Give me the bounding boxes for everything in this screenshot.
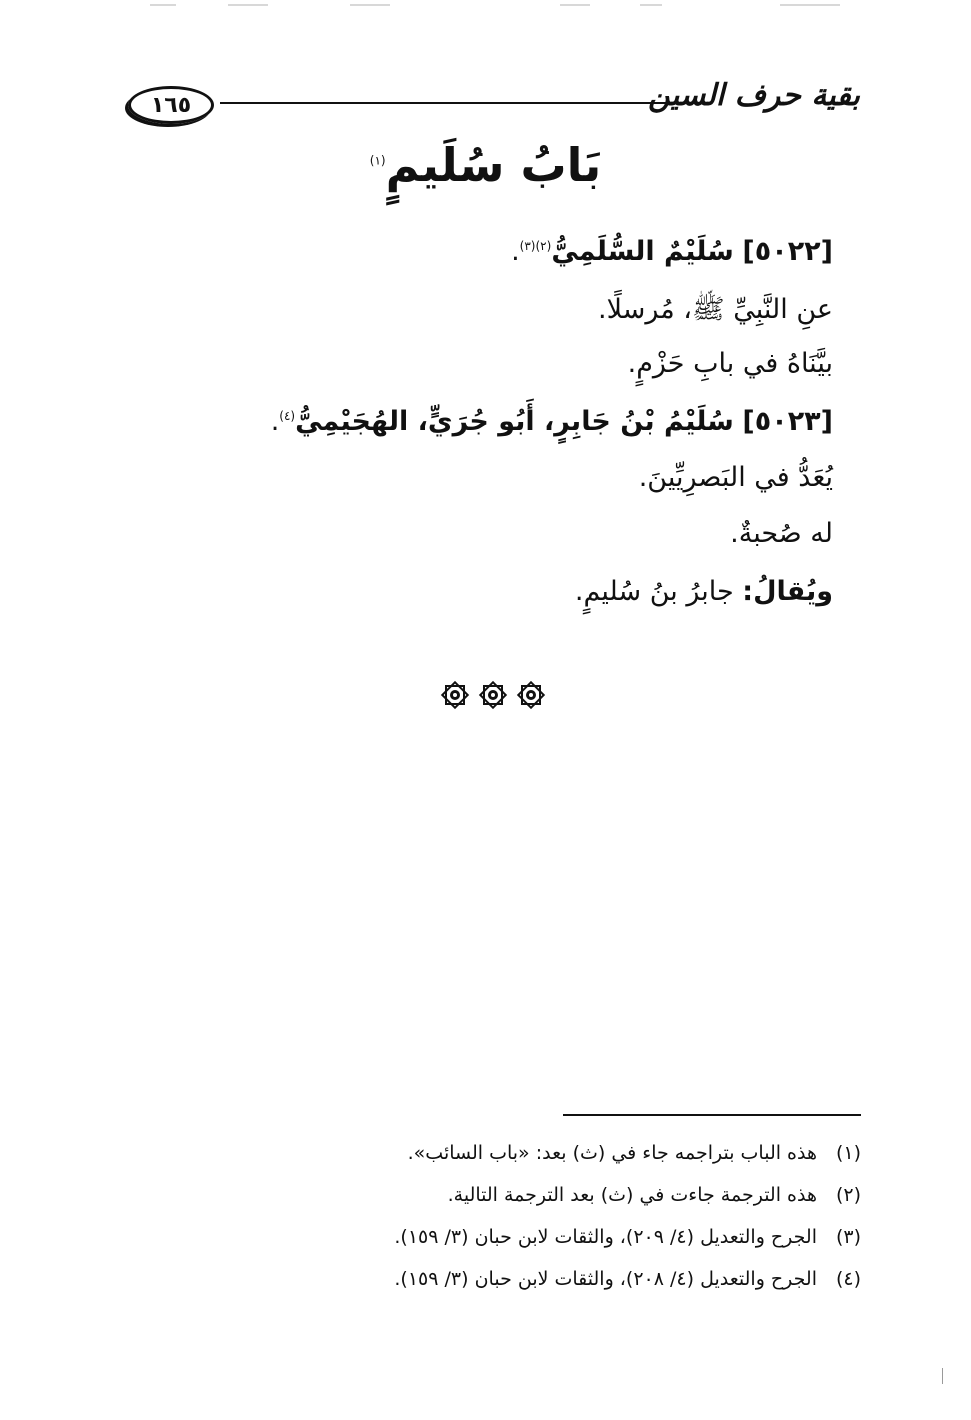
- punctuation: .: [270, 406, 280, 437]
- chapter-heading: [0, 138, 971, 192]
- footnote: [448, 1184, 861, 1206]
- chapter-title: بَابُ سُلَيمٍ: [385, 138, 602, 192]
- footnote-number: (٤): [835, 1268, 861, 1290]
- footnote-number: (١): [835, 1142, 861, 1164]
- entry-alias-line: [575, 576, 833, 607]
- page-number-badge: [128, 86, 214, 124]
- alias-label: ويُقالُ:: [742, 576, 833, 607]
- entry-heading: [271, 406, 833, 437]
- crop-mark: [640, 4, 662, 6]
- entry-number: [٥٠٢٢]: [742, 236, 833, 267]
- crop-mark: [150, 4, 176, 6]
- alias-value: جابرُ بنُ سُليمٍ.: [574, 576, 734, 607]
- running-title: بقية حرف السين: [648, 78, 860, 113]
- octagram-flower-icon: [440, 680, 470, 710]
- header-rule: [220, 102, 710, 104]
- footnote: [394, 1268, 861, 1290]
- crop-mark: [780, 4, 840, 6]
- footnote-text: هذه الباب بتراجمه جاء في (ث) بعد: «باب السائب».: [407, 1142, 817, 1164]
- octagram-flower-icon: [516, 680, 546, 710]
- footnote-text: الجرح والتعديل (٤/ ٢٠٩)، والثقات لابن حبان (٣/ ١٥٩).: [394, 1226, 817, 1248]
- footnote-ref: (٤): [279, 409, 296, 423]
- section-ornament: [440, 680, 550, 716]
- entry-text-line: بيَّنَاهُ في بابِ حَزْمٍ.: [627, 348, 833, 379]
- footnote-ref: (١): [369, 153, 386, 168]
- entry-name: سُلَيْمُ بْنُ جَابِرٍ، أَبُو جُرَيٍّ، الهُجَيْمِيُّ: [295, 406, 734, 437]
- punctuation: .: [511, 236, 520, 267]
- crop-mark: [350, 4, 390, 6]
- entry-text-line: يُعَدُّ في البَصرِيِّينَ.: [638, 462, 833, 493]
- footnote-text: الجرح والتعديل (٤/ ٢٠٨)، والثقات لابن حبان (٣/ ١٥٩).: [394, 1268, 817, 1290]
- footnote: [394, 1226, 861, 1248]
- footnote-ref: (٢)(٣): [519, 239, 552, 253]
- footnote-number: (٣): [835, 1226, 861, 1248]
- footnote-text: هذه الترجمة جاءت في (ث) بعد الترجمة التالية.: [447, 1184, 817, 1206]
- scan-mark: [942, 1368, 943, 1384]
- footnote-number: (٢): [835, 1184, 861, 1206]
- entry-name: سُلَيْمٌ السُّلَمِيُّ: [551, 236, 734, 267]
- crop-mark: [560, 4, 590, 6]
- running-header: [120, 78, 860, 130]
- page-number: ١٦٥: [150, 92, 192, 118]
- entry-heading: [511, 236, 833, 267]
- footnote: [408, 1142, 861, 1164]
- crop-mark: [228, 4, 268, 6]
- entry-text-line: عنِ النَّبِيِّ ﷺ، مُرسلًا.: [598, 294, 833, 325]
- entry-text-line: له صُحبةٌ.: [730, 518, 833, 549]
- footnote-separator: [563, 1114, 861, 1116]
- entry-number: [٥٠٢٣]: [742, 406, 833, 437]
- octagram-flower-icon: [478, 680, 508, 710]
